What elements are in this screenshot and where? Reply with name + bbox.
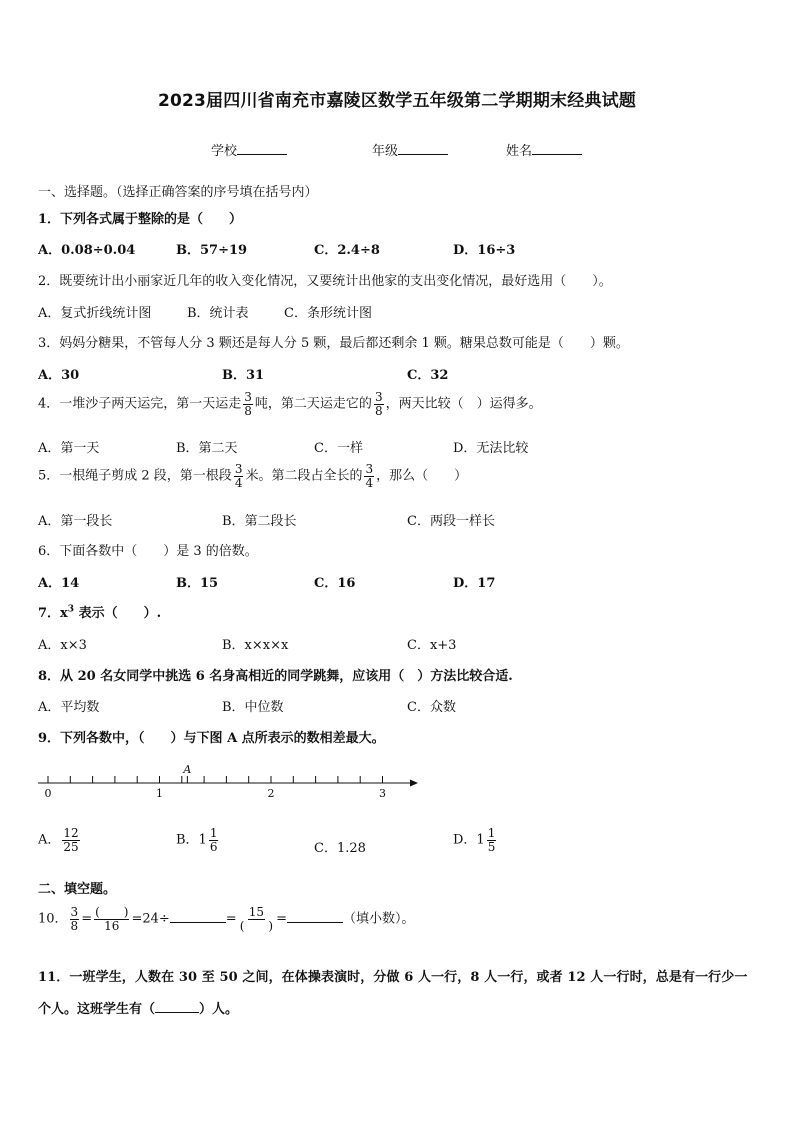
q5-fraction-2 [364, 463, 374, 489]
q4-option-c[interactable]: C．一样 [314, 441, 363, 456]
axis-label-3: 3 [379, 787, 386, 800]
q4-fraction-1-denominator: 8 [244, 403, 252, 418]
q5-text-2: 米。第二段占全长的 [245, 468, 363, 484]
q10-fraction-1-numerator: 3 [70, 905, 79, 919]
name-blank[interactable] [532, 142, 582, 155]
q9-stem: 9．下列各数中，（ ）与下图 A 点所表示的数相差最大。 [38, 731, 385, 746]
number-line-arrow-icon [410, 780, 418, 787]
q11-answer-blank[interactable] [155, 1000, 199, 1013]
q10-fraction-3-denominator-blank[interactable]: ( ) [239, 918, 274, 933]
q10-fraction-2-numerator-blank[interactable]: ( ) [95, 905, 129, 919]
q8-option-a[interactable]: A．平均数 [38, 700, 100, 715]
q10-number: 10． [38, 911, 68, 927]
q5-option-b[interactable]: B．第二段长 [222, 514, 297, 529]
q9-option-b-denominator: 6 [209, 839, 218, 854]
q9-option-a-fraction [62, 827, 79, 853]
q2-option-b[interactable]: B．统计表 [187, 306, 249, 321]
q3-option-b[interactable]: B．31 [222, 368, 265, 383]
q5-fraction-1-numerator: 3 [234, 462, 243, 476]
axis-label-2: 2 [267, 787, 275, 800]
q9-option-d[interactable] [453, 827, 498, 853]
q11-text-1: 个人。这班学生有（ [38, 1002, 156, 1017]
q8-option-c[interactable]: C．众数 [407, 700, 456, 715]
q4-text-2: 吨，第二天运走它的 [254, 396, 372, 412]
q4-fraction-2-denominator: 8 [374, 403, 383, 418]
q11-stem-line-1: 11．一班学生，人数在 30 至 50 之间，在体操表演时，分做 6 人一行，8 人一行，或者 12 人一行时，总是有一行少一 [38, 970, 748, 985]
q9-option-c[interactable]: C．1.28 [314, 841, 366, 856]
q8-option-b[interactable]: B．中位数 [222, 700, 284, 715]
q6-option-c[interactable]: C．16 [314, 576, 356, 591]
q7-text-1: 7．x [38, 606, 68, 621]
q10-blank-decimal[interactable] [287, 910, 343, 923]
q5-text-3: ，那么（ ） [376, 468, 468, 484]
q10-fraction-1 [70, 906, 80, 932]
q7-exponent: 3 [67, 604, 75, 615]
q2-option-a[interactable]: A．复式折线统计图 [38, 306, 152, 321]
q7-option-a[interactable]: A．x×3 [38, 638, 87, 653]
school-blank[interactable] [237, 142, 287, 155]
q2-stem: 2．既要统计出小丽家近几年的收入变化情况，又要统计出他家的支出变化情况，最好选用（ ）。 [38, 274, 612, 289]
q5-option-a[interactable]: A．第一段长 [38, 514, 113, 529]
q9-option-a-label: A． [38, 832, 61, 848]
q10-tail: （填小数）。 [342, 911, 415, 927]
q4-fraction-1-numerator: 3 [244, 390, 252, 404]
q10-fraction-2-denominator: 16 [104, 918, 120, 933]
grade-field [372, 140, 448, 159]
q7-stem [38, 602, 161, 621]
point-a-label: A [183, 763, 192, 776]
q10-eq-3: = [225, 911, 237, 927]
number-line-labels [45, 787, 387, 800]
q4-option-b[interactable]: B．第二天 [176, 441, 238, 456]
q9-option-a[interactable] [38, 827, 82, 853]
q2-option-c[interactable]: C．条形统计图 [284, 306, 372, 321]
grade-blank[interactable] [398, 142, 448, 155]
q5-option-c[interactable]: C．两段一样长 [407, 514, 495, 529]
q11-text-2: ）人。 [199, 1002, 239, 1017]
q5-fraction-2-denominator: 4 [365, 475, 374, 490]
q10-fraction-3[interactable] [239, 906, 274, 932]
q9-option-d-numerator: 1 [487, 826, 496, 840]
q4-fraction-1 [243, 391, 253, 417]
name-field [506, 140, 582, 159]
q4-fraction-2-numerator: 3 [374, 390, 383, 404]
q7-text-2: 表示（ ）. [74, 606, 162, 621]
q5-text-1: 5．一根绳子剪成 2 段，第一根段 [38, 468, 232, 484]
axis-label-0: 0 [44, 787, 52, 800]
q1-stem: 1．下列各式属于整除的是（ ） [38, 212, 243, 227]
q4-option-a[interactable]: A．第一天 [38, 441, 100, 456]
q10-eq-2: =24÷ [131, 911, 170, 927]
q4-fraction-2 [374, 391, 384, 417]
q4-stem [38, 391, 542, 417]
section-fill-heading: 二、填空题。 [38, 882, 117, 897]
q9-option-b[interactable] [176, 827, 220, 853]
q10-eq-1: = [81, 911, 93, 927]
name-label: 姓名 [506, 144, 533, 159]
q10-blank-divisor[interactable] [170, 910, 226, 923]
q6-option-d[interactable]: D．17 [453, 576, 496, 591]
q6-stem: 6．下面各数中（ ）是 3 的倍数。 [38, 544, 258, 559]
q3-stem: 3．妈妈分糖果，不管每人分 3 颗还是每人分 5 颗，最后都还剩余 1 颗。糖果总数可能是（ ）颗。 [38, 336, 629, 351]
q6-option-b[interactable]: B．15 [176, 576, 219, 591]
q7-option-c[interactable]: C．x+3 [407, 638, 457, 653]
q9-option-b-fraction [209, 827, 219, 853]
q1-option-a[interactable]: A．0.08÷0.04 [38, 243, 136, 258]
grade-label: 年级 [372, 144, 399, 159]
q3-option-a[interactable]: A．30 [38, 368, 80, 383]
q8-stem: 8．从 20 名女同学中挑选 6 名身高相近的同学跳舞，应该用（ ）方法比较合适. [38, 669, 513, 684]
q11-stem-line-2 [38, 998, 238, 1017]
q10-stem [38, 906, 415, 932]
q9-option-d-fraction [487, 827, 497, 853]
q5-fraction-1-denominator: 4 [234, 475, 243, 490]
q10-fraction-3-numerator: 15 [248, 905, 265, 919]
q10-fraction-1-denominator: 8 [70, 918, 79, 933]
q9-option-d-denominator: 5 [487, 839, 496, 854]
q1-option-b[interactable]: B．57÷19 [176, 243, 248, 258]
page-title: 2023届四川省南充市嘉陵区数学五年级第二学期期末经典试题 [157, 91, 637, 111]
q5-fraction-2-numerator: 3 [365, 462, 374, 476]
q3-option-c[interactable]: C．32 [407, 368, 449, 383]
q5-stem [38, 463, 467, 489]
q4-text-1: 4．一堆沙子两天运完，第一天运走 [38, 396, 242, 412]
q9-option-d-label: D．1 [453, 832, 485, 848]
q9-option-b-label: B．1 [176, 832, 207, 848]
q10-eq-4: = [276, 911, 287, 927]
school-field [211, 140, 287, 159]
q10-fraction-2[interactable] [94, 906, 129, 932]
number-line-figure [30, 760, 430, 810]
q9-option-b-numerator: 1 [209, 826, 218, 840]
q4-option-d[interactable]: D．无法比较 [453, 441, 529, 456]
section-choice-heading: 一、选择题。（选择正确答案的序号填在括号内） [38, 185, 318, 200]
q1-option-d[interactable]: D．16÷3 [453, 243, 516, 258]
q4-text-3: ，两天比较（ ）运得多。 [385, 396, 542, 412]
school-label: 学校 [211, 144, 238, 159]
axis-label-1: 1 [156, 787, 163, 800]
number-line-ticks [48, 776, 383, 783]
q9-option-a-denominator: 25 [63, 839, 79, 854]
q1-option-c[interactable]: C．2.4÷8 [314, 243, 380, 258]
q9-option-a-numerator: 12 [63, 826, 79, 840]
q5-fraction-1 [234, 463, 244, 489]
q7-option-b[interactable]: B．x×x×x [222, 638, 289, 653]
q6-option-a[interactable]: A．14 [38, 576, 80, 591]
